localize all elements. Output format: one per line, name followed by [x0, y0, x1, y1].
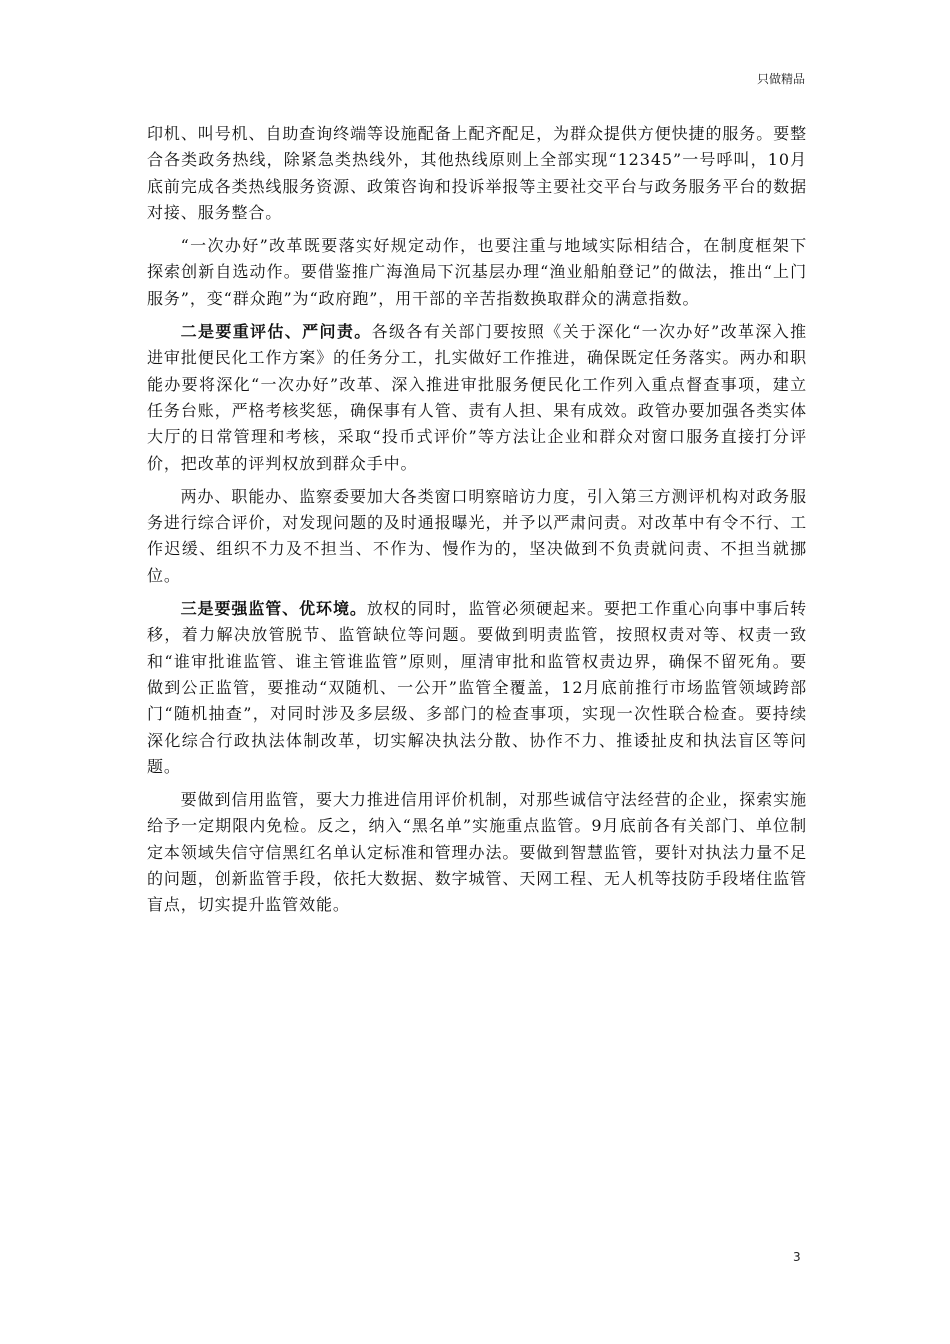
paragraph-6: [147, 787, 807, 918]
section-heading: 三是要强监管、优环境。: [180, 599, 367, 619]
paragraph-text: 要做到信用监管，要大力推进信用评价机制，对那些诚信守法经营的企业，探索实施给予一定期限内免检。反之，纳入“黑名单”实施重点监管。9月底前各有关部门、单位制定本领域失信守信黑红名单认定标准和管理办法。要做到智慧监管，要针对执法力量不足的问题，创新监管手段，依托大数据、数字城管、天网工程、无人机等技防手段堵住监管盲点，切实提升监管效能。: [147, 790, 807, 915]
paragraph-text: “一次办好”改革既要落实好规定动作，也要注重与地域实际相结合，在制度框架下探索创新自选动作。要借鉴推广海渔局下沉基层办理“渔业船舶登记”的做法，推出“上门服务”，变“群众跑”为“政府跑”，用干部的辛苦指数换取群众的满意指数。: [147, 236, 807, 308]
paragraph-2: [147, 233, 807, 312]
paragraph-1: [147, 121, 807, 226]
paragraph-text: 各级各有关部门要按照《关于深化“一次办好”改革深入推进审批便民化工作方案》的任务分工，扎实做好工作推进，确保既定任务落实。两办和职能办要将深化“一次办好”改革、深入推进审批服务便民化工作列入重点督查事项，建立任务台账，严格考核奖惩，确保事有人管、责有人担、果有成效。政管办要加强各类实体大厅的日常管理和考核，采取“投币式评价”等方法让企业和群众对窗口服务直接打分评价，把改革的评判权放到群众手中。: [147, 322, 807, 473]
paragraph-text: 印机、叫号机、自助查询终端等设施配备上配齐配足，为群众提供方便快捷的服务。要整合各类政务热线，除紧急类热线外，其他热线原则上全部实现“12345”一号呼叫，10月底前完成各类热线服务资源、政策咨询和投诉举报等主要社交平台与政务服务平台的数据对接、服务整合。: [147, 124, 807, 222]
document-body: [147, 121, 807, 926]
section-heading: 二是要重评估、严问责。: [180, 322, 372, 342]
paragraph-3: [147, 319, 807, 477]
page-number: 3: [793, 1250, 801, 1264]
page-header: 只做精品: [756, 72, 805, 86]
paragraph-text: 两办、职能办、监察委要加大各类窗口明察暗访力度，引入第三方测评机构对政务服务进行综合评价，对发现问题的及时通报曝光，并予以严肃问责。对改革中有令不行、工作迟缓、组织不力及不担当、不作为、慢作为的，坚决做到不负责就问责、不担当就挪位。: [147, 486, 807, 585]
paragraph-4: [147, 484, 807, 589]
paragraph-5: [147, 596, 807, 780]
paragraph-text: 放权的同时，监管必须硬起来。要把工作重心向事中事后转移，着力解决放管脱节、监管缺位等问题。要做到明责监管，按照权责对等、权责一致和“谁审批谁监管、谁主管谁监管”原则，厘清审批和监管权责边界，确保不留死角。要做到公正监管，要推动“双随机、一公开”监管全覆盖，12月底前推行市场监管领域跨部门“随机抽查”，对同时涉及多层级、多部门的检查事项，实现一次性联合检查。要持续深化综合行政执法体制改革，切实解决执法分散、协作不力、推诿扯皮和执法盲区等问题。: [147, 599, 808, 776]
